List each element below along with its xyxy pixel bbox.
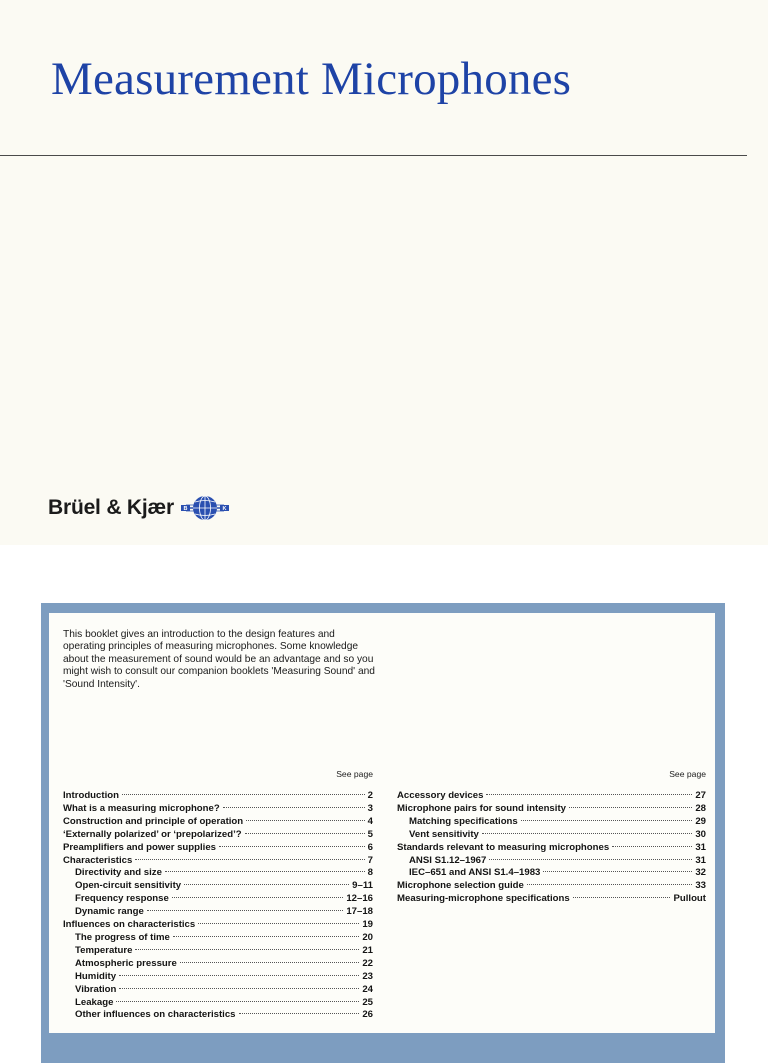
toc-entry-label: ANSI S1.12–1967 — [409, 854, 487, 866]
toc-entry-label: Introduction — [63, 790, 119, 801]
toc-entry-page: 22 — [362, 957, 373, 969]
toc-entry-page: 28 — [695, 802, 706, 814]
toc-entry-label: Leakage — [75, 996, 114, 1008]
toc-leader-dots — [219, 846, 365, 847]
globe-logo-icon — [180, 493, 230, 523]
toc-leader-dots — [245, 833, 365, 834]
toc-entry-page: 25 — [362, 996, 373, 1008]
toc-entry-label: Matching specifications — [409, 815, 518, 827]
toc-entry-page: 32 — [695, 867, 706, 879]
toc-entry-label: Dynamic range — [75, 906, 144, 918]
toc-entry-page: 9–11 — [352, 880, 373, 892]
toc-entry-page: 2 — [367, 790, 373, 801]
toc-leader-dots — [198, 923, 359, 924]
toc-entry-label: Frequency response — [75, 893, 169, 905]
toc-entry-label: What is a measuring microphone? — [63, 802, 220, 814]
toc-leader-dots — [223, 807, 365, 808]
toc-left-column — [63, 768, 373, 1022]
toc-entry — [63, 855, 373, 868]
toc-entry-page: 31 — [695, 854, 706, 866]
toc-entry — [63, 945, 373, 958]
title-rule — [0, 155, 747, 156]
toc-entry — [63, 919, 373, 932]
toc-entry-page: 26 — [362, 1009, 373, 1021]
toc-entry — [63, 893, 373, 906]
toc-entry-page: 29 — [695, 815, 706, 827]
toc-entry — [63, 906, 373, 919]
toc-leader-dots — [573, 897, 671, 898]
toc-leader-dots — [122, 794, 365, 795]
toc-entry-label: Influences on characteristics — [63, 919, 196, 931]
toc-entry — [63, 984, 373, 997]
toc-leader-dots — [119, 975, 359, 976]
toc-entry — [397, 842, 706, 855]
document-title: Measurement Microphones — [51, 53, 572, 105]
toc-entry-page: 31 — [695, 841, 706, 853]
toc-leader-dots — [184, 884, 349, 885]
toc-entry — [397, 893, 706, 906]
toc-entry — [397, 855, 706, 868]
toc-entry-label: Accessory devices — [397, 790, 484, 801]
toc-leader-dots — [165, 871, 365, 872]
toc-entry — [63, 790, 373, 803]
toc-leader-dots — [246, 820, 365, 821]
toc-entry-page: 4 — [367, 815, 373, 827]
toc-entry — [63, 880, 373, 893]
toc-entry-label: Measuring-microphone specifications — [397, 893, 570, 905]
toc-entry — [397, 803, 706, 816]
toc-entry-label: Microphone selection guide — [397, 880, 524, 892]
toc-entry-page: 7 — [367, 854, 373, 866]
brand-name: Brüel & Kjær — [48, 496, 174, 519]
toc-leader-dots — [527, 884, 692, 885]
toc-entry-label: Open-circuit sensitivity — [75, 880, 182, 892]
toc-entry — [63, 932, 373, 945]
toc-entry — [63, 971, 373, 984]
toc-leader-dots — [173, 936, 359, 937]
toc-entry — [63, 958, 373, 971]
toc-entry-page: 19 — [362, 919, 373, 931]
toc-leader-dots — [482, 833, 692, 834]
toc-entry — [63, 997, 373, 1010]
toc-entry-label: Standards relevant to measuring microphones — [397, 841, 610, 853]
toc-leader-dots — [135, 949, 359, 950]
toc-leader-dots — [116, 1001, 359, 1002]
toc-leader-dots — [612, 846, 692, 847]
see-page-label: See page — [336, 769, 373, 779]
toc-leader-dots — [135, 859, 364, 860]
toc-leader-dots — [239, 1013, 360, 1014]
toc-entry-page: 8 — [367, 867, 373, 879]
toc-entry-page: 12–16 — [346, 893, 373, 905]
toc-entry-label: Construction and principle of operation — [63, 815, 244, 827]
toc-entry-label: Vent sensitivity — [409, 828, 479, 840]
toc-entry-label: IEC–651 and ANSI S1.4–1983 — [409, 867, 541, 879]
toc-entry-page: 30 — [695, 828, 706, 840]
toc-leader-dots — [543, 871, 692, 872]
toc-leader-dots — [172, 897, 343, 898]
toc-entry-page: 23 — [362, 970, 373, 982]
toc-entry-page: 5 — [367, 828, 373, 840]
toc-entry — [397, 880, 706, 893]
toc-entry-label: Other influences on characteristics — [75, 1009, 236, 1021]
toc-entry — [63, 829, 373, 842]
toc-leader-dots — [180, 962, 359, 963]
toc-entry — [63, 816, 373, 829]
toc-entry-page: 20 — [362, 931, 373, 943]
svg-text:K: K — [222, 506, 227, 512]
toc-leader-dots — [489, 859, 692, 860]
toc-entry — [397, 790, 706, 803]
toc-entry-label: ‘Externally polarized’ or ‘prepolarized’? — [63, 828, 242, 840]
toc-entry-label: Directivity and size — [75, 867, 162, 879]
toc-entry-label: Humidity — [75, 970, 117, 982]
toc-entry-page: 27 — [695, 790, 706, 801]
toc-leader-dots — [486, 794, 692, 795]
toc-leader-dots — [119, 988, 359, 989]
toc-entry-page: 21 — [362, 944, 373, 956]
toc-leader-dots — [147, 910, 344, 911]
see-page-label: See page — [669, 769, 706, 779]
toc-leader-dots — [521, 820, 693, 821]
svg-text:B: B — [183, 506, 188, 512]
toc-entry-page: 3 — [367, 802, 373, 814]
toc-entry-label: Temperature — [75, 944, 133, 956]
toc-entry — [63, 867, 373, 880]
toc-entry-page: 24 — [362, 983, 373, 995]
toc-entry-page: 33 — [695, 880, 706, 892]
toc-entry-label: Microphone pairs for sound intensity — [397, 802, 566, 814]
toc-entry-label: Vibration — [75, 983, 117, 995]
toc-entry-label: The progress of time — [75, 931, 170, 943]
toc-entry-page: 17–18 — [346, 906, 373, 918]
toc-entry — [397, 816, 706, 829]
toc-right-column — [397, 768, 706, 906]
intro-paragraph: This booklet gives an introduction to the design features and operating principles of measuring microphones. Some knowledge about the measurement of sound would be an advantage and so you might wish to consult our companion booklets 'Measuring Sound' and 'Sound Intensity'. — [63, 629, 375, 690]
toc-entry-label: Characteristics — [63, 854, 133, 866]
toc-entry — [63, 803, 373, 816]
toc-entry — [63, 1009, 373, 1022]
toc-entry — [63, 842, 373, 855]
toc-leader-dots — [569, 807, 692, 808]
toc-entry — [397, 867, 706, 880]
toc-entry-label: Atmospheric pressure — [75, 957, 177, 969]
toc-entry-page: 6 — [367, 841, 373, 853]
toc-entry-page: Pullout — [673, 893, 706, 905]
toc-entry-label: Preamplifiers and power supplies — [63, 841, 217, 853]
brand-block — [48, 493, 230, 523]
toc-entry — [397, 829, 706, 842]
